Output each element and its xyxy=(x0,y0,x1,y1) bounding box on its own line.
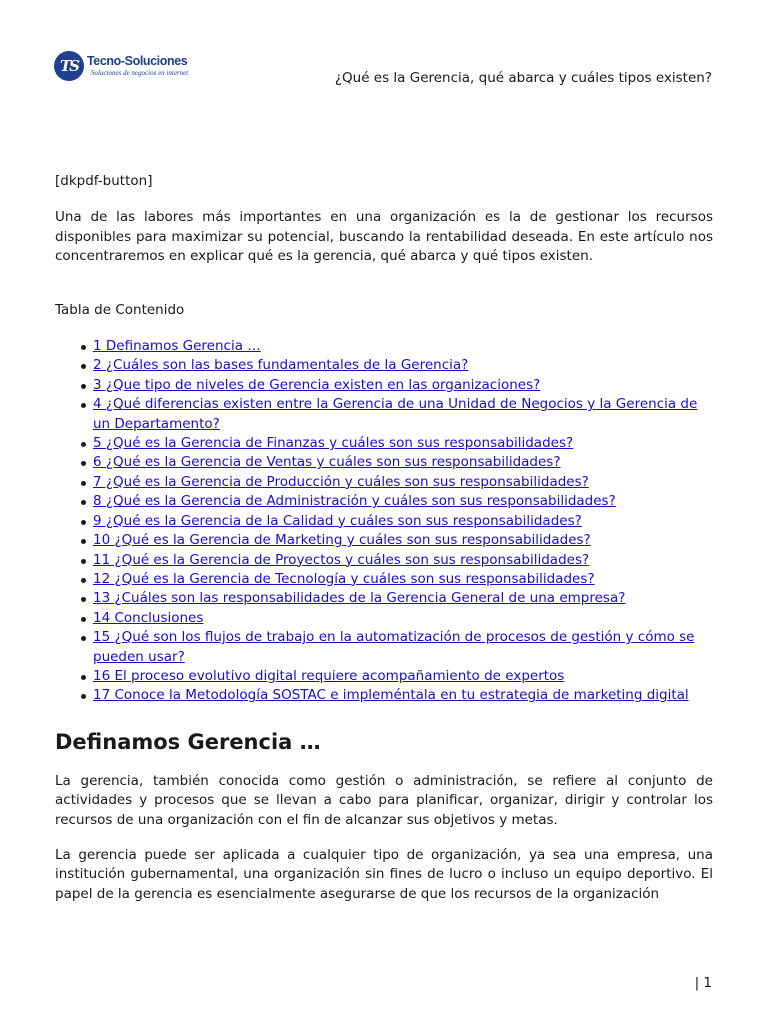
toc-link[interactable]: 13 ¿Cuáles son las responsabilidades de la Gerencia General de una empresa? xyxy=(93,590,626,607)
toc-link[interactable]: 5 ¿Qué es la Gerencia de Finanzas y cuáles son sus responsabilidades? xyxy=(93,435,574,452)
toc-item xyxy=(93,551,713,570)
toc-link[interactable]: 1 Definamos Gerencia … xyxy=(93,338,261,355)
toc-link[interactable]: 3 ¿Que tipo de niveles de Gerencia existen en las organizaciones? xyxy=(93,376,541,393)
toc-item xyxy=(93,492,713,511)
toc-item xyxy=(93,628,713,667)
toc-item xyxy=(93,337,713,356)
toc-item xyxy=(93,473,713,492)
toc-item xyxy=(93,609,713,628)
toc-item xyxy=(93,531,713,550)
toc-item xyxy=(93,589,713,608)
toc-link[interactable]: 8 ¿Qué es la Gerencia de Administración y cuáles son sus responsabilidades? xyxy=(93,493,616,510)
toc-link[interactable]: 11 ¿Qué es la Gerencia de Proyectos y cuáles son sus responsabilidades? xyxy=(93,551,590,568)
logo-tagline: Soluciones de negocios en internet xyxy=(91,69,189,77)
toc-link[interactable]: 2 ¿Cuáles son las bases fundamentales de la Gerencia? xyxy=(93,357,469,374)
toc-item xyxy=(93,570,713,589)
pdf-button-shortcode: [dkpdf-button] xyxy=(55,173,153,189)
toc-link[interactable]: 15 ¿Qué son los flujos de trabajo en la automatización de procesos de gestión y cómo se pueden usar? xyxy=(93,629,695,665)
section-heading: Definamos Gerencia … xyxy=(55,729,321,754)
company-logo xyxy=(54,50,194,82)
body-paragraph-1: La gerencia, también conocida como gestión o administración, se refiere al conjunto de actividades y procesos que se llevan a cabo para planificar, organizar, dirigir y controlar los recursos de una organización con el fin de alcanzar sus objetivos y metas. xyxy=(55,772,713,828)
toc-item xyxy=(93,453,713,472)
toc-link[interactable]: 4 ¿Qué diferencias existen entre la Gerencia de una Unidad de Negocios y la Gerencia de un Departamento? xyxy=(93,396,698,432)
page-header-title: ¿Qué es la Gerencia, qué abarca y cuáles tipos existen? xyxy=(334,70,712,86)
toc-link[interactable]: 10 ¿Qué es la Gerencia de Marketing y cuáles son sus responsabilidades? xyxy=(93,532,591,549)
toc-item xyxy=(93,395,713,434)
logo-name: Tecno-Soluciones xyxy=(87,54,188,68)
page-number: | 1 xyxy=(694,975,712,991)
toc-link[interactable]: 14 Conclusiones xyxy=(93,609,204,626)
intro-paragraph: Una de las labores más importantes en una organización es la de gestionar los recursos disponibles para maximizar su potencial, buscando la rentabilidad deseada. En este artículo nos concentraremos en explicar qué es la gerencia, qué abarca y qué tipos existen. xyxy=(55,209,713,265)
toc-link[interactable]: 6 ¿Qué es la Gerencia de Ventas y cuáles son sus responsabilidades? xyxy=(93,454,561,471)
body-paragraph-2: La gerencia puede ser aplicada a cualquier tipo de organización, ya sea una empresa, una institución gubernamental, una organización sin fines de lucro o incluso un equipo deportivo. El papel de la gerencia es esencialmente asegurarse de que los recursos de la organización xyxy=(55,846,713,902)
logo-mark: TS xyxy=(54,51,84,81)
table-of-contents xyxy=(55,337,713,706)
toc-link[interactable]: 12 ¿Qué es la Gerencia de Tecnología y cuáles son sus responsabilidades? xyxy=(93,570,595,587)
toc-link[interactable]: 16 El proceso evolutivo digital requiere acompañamiento de expertos xyxy=(93,667,565,684)
toc-title: Tabla de Contenido xyxy=(55,301,185,318)
toc-item xyxy=(93,686,713,705)
toc-item xyxy=(93,512,713,531)
toc-link[interactable]: 17 Conoce la Metodología SOSTAC e impleméntala en tu estrategia de marketing digital xyxy=(93,687,689,704)
toc-item xyxy=(93,376,713,395)
toc-item xyxy=(93,356,713,375)
toc-link[interactable]: 9 ¿Qué es la Gerencia de la Calidad y cuáles son sus responsabilidades? xyxy=(93,512,582,529)
toc-link[interactable]: 7 ¿Qué es la Gerencia de Producción y cuáles son sus responsabilidades? xyxy=(93,473,589,490)
toc-item xyxy=(93,667,713,686)
toc-item xyxy=(93,434,713,453)
document-body xyxy=(55,172,713,904)
